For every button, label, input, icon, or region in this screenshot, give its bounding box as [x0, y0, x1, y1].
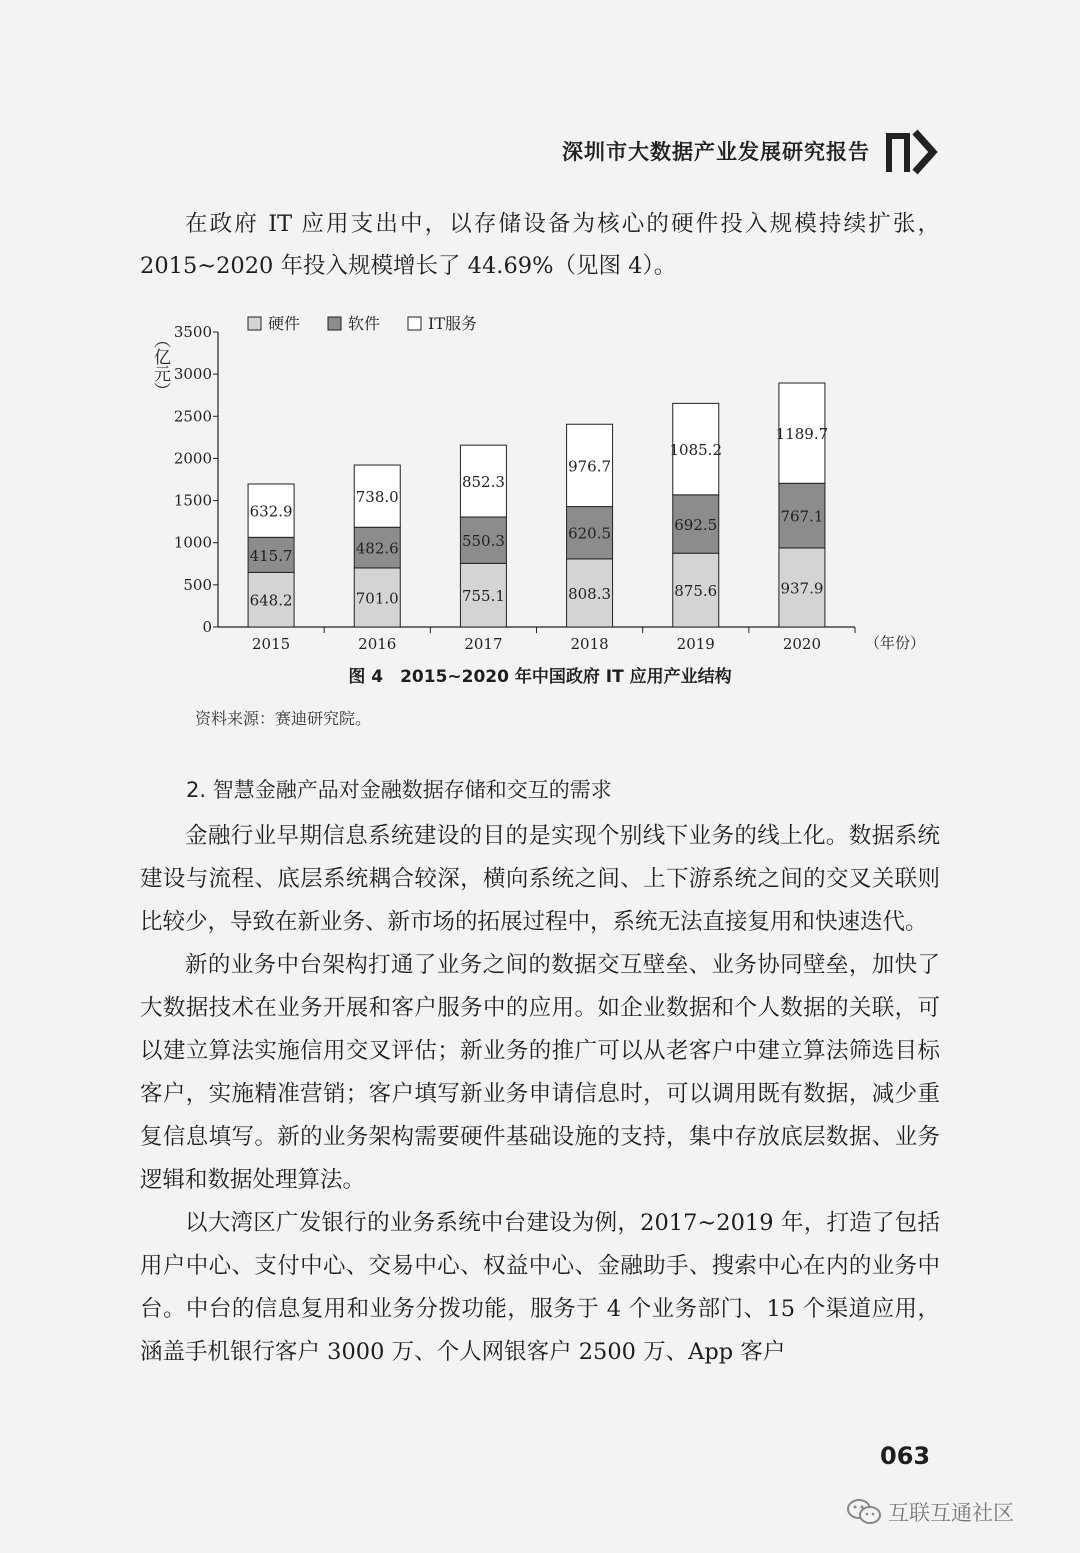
legend-label: 软件 [348, 314, 381, 333]
y-axis-label: （亿元） [150, 331, 170, 399]
stacked-bar-chart [140, 305, 940, 665]
data-label: 632.9 [249, 502, 293, 521]
data-label: 701.0 [355, 589, 399, 608]
y-tick-label: 1500 [173, 491, 212, 510]
x-tick-label: 2019 [676, 635, 715, 653]
y-tick-label: 3000 [173, 365, 212, 384]
y-tick-label: 3500 [173, 323, 212, 341]
chart-svg [140, 305, 940, 665]
running-header-title: 深圳市大数据产业发展研究报告 [562, 140, 870, 164]
legend-label: 硬件 [268, 314, 301, 333]
y-tick-label: 0 [202, 618, 212, 636]
data-label: 648.2 [249, 591, 293, 610]
x-tick-label: 2017 [464, 635, 503, 653]
data-label: 808.3 [568, 584, 612, 603]
data-label: 692.5 [674, 516, 718, 535]
data-label: 738.0 [355, 488, 399, 507]
intro-paragraph: 在政府 IT 应用支出中，以存储设备为核心的硬件投入规模持续扩张，2015~2020 年投入规模增长了 44.69%（见图 4）。 [140, 211, 940, 279]
legend-swatch [248, 317, 261, 330]
y-tick-label: 500 [183, 575, 212, 594]
data-label: 937.9 [780, 579, 824, 598]
data-label: 976.7 [568, 457, 612, 476]
x-tick-label: 2020 [782, 635, 822, 653]
data-label: 767.1 [780, 507, 824, 526]
legend-swatch [408, 317, 421, 330]
data-label: 482.6 [355, 539, 399, 558]
section-heading: 2. 智慧金融产品对金融数据存储和交互的需求 [186, 778, 612, 802]
data-label: 620.5 [568, 524, 612, 543]
data-label: 755.1 [461, 587, 505, 606]
x-axis-label: （年份） [865, 634, 926, 652]
y-tick-label: 2000 [173, 449, 212, 468]
x-tick-label: 2016 [358, 635, 397, 653]
chat-bubbles-icon [846, 1498, 882, 1526]
page-number: 063 [880, 1442, 931, 1470]
data-label: 415.7 [249, 546, 293, 565]
legend-label: IT服务 [428, 314, 477, 333]
data-label: 1189.7 [775, 425, 829, 444]
y-tick-label: 2500 [173, 407, 212, 426]
x-tick-label: 2018 [570, 635, 609, 653]
section-body [140, 815, 940, 1374]
watermark [846, 1497, 1014, 1527]
body-paragraph: 以大湾区广发银行的业务系统中台建设为例，2017~2019 年，打造了包括用户中心、支付中心、交易中心、权益中心、金融助手、搜索中心在内的业务中台。中台的信息复用和业务分拨功能，服务于 4 个业务部门、15 个渠道应用，涵盖手机银行客户 3000 万、个人网银客户 2500 万、App 客户 [140, 1210, 940, 1365]
body-paragraph: 金融行业早期信息系统建设的目的是实现个别线下业务的线上化。数据系统建设与流程、底层系统耦合较深，横向系统之间、上下游系统之间的交叉关联则比较少，导致在新业务、新市场的拓展过程中，系统无法直接复用和快速迭代。 [140, 823, 940, 935]
figure-caption: 图 4 2015~2020 年中国政府 IT 应用产业结构 [348, 667, 732, 687]
data-label: 875.6 [674, 582, 718, 601]
legend-swatch [328, 317, 341, 330]
x-tick-label: 2015 [251, 635, 291, 653]
data-label: 1085.2 [669, 441, 722, 460]
body-paragraph: 新的业务中台架构打通了业务之间的数据交互壁垒、业务协同壁垒，加快了大数据技术在业务开展和客户服务中的应用。如企业数据和个人数据的关联，可以建立算法实施信用交叉评估；新业务的推广可以从老客户中建立算法筛选目标客户，实施精准营销；客户填写新业务申请信息时，可以调用既有数据，减少重复信息填写。新的业务架构需要硬件基础设施的支持，集中存放底层数据、业务逻辑和数据处理算法。 [140, 952, 940, 1193]
y-tick-label: 1000 [173, 533, 212, 552]
data-label: 550.3 [461, 532, 505, 551]
data-label: 852.3 [461, 473, 505, 492]
watermark-text: 互联互通社区 [888, 1501, 1014, 1525]
book-logo-icon [885, 128, 945, 176]
figure-source: 资料来源：赛迪研究院。 [195, 709, 372, 728]
